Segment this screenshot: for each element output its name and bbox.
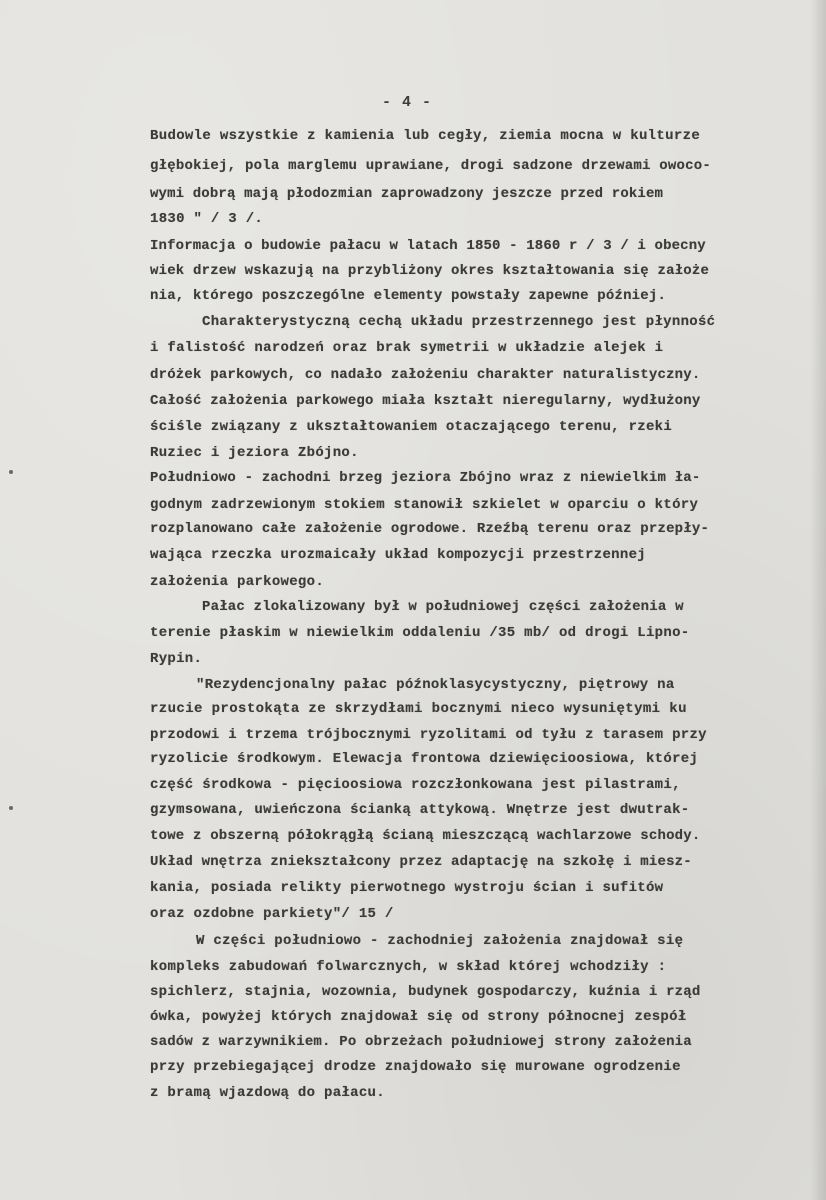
text-line: Charakterystyczną cechą układu przestrzennego jest płynność [202, 314, 716, 330]
text-line: przy przebiegającej drodze znajdowało się murowane ogrodzenie [150, 1059, 681, 1075]
text-line: oraz ozdobne parkiety"/ 15 / [150, 906, 394, 922]
text-line: wająca rzeczka urozmaicały układ kompozycji przestrzennej [150, 547, 646, 563]
text-line: Układ wnętrza zniekształcony przez adaptację na szkołę i miesz- [150, 854, 692, 870]
text-line: Południowo - zachodni brzeg jeziora Zbójno wraz z niewielkim ła- [150, 470, 701, 486]
text-line: towe z obszerną półokrągłą ścianą mieszczącą wachlarzowe schody. [150, 828, 701, 844]
page-number: - 4 - [381, 94, 432, 111]
text-line: rzucie prostokąta ze skrzydłami bocznymi nieco wysuniętymi ku [150, 701, 687, 717]
text-line: ówka, powyżej których znajdował się od strony północnej zespół [150, 1009, 687, 1025]
text-line: rozplanowano całe założenie ogrodowe. Rzeźbą terenu oraz przepły- [150, 521, 710, 537]
text-line: nia, którego poszczególne elementy powstały zapewne później. [150, 288, 667, 304]
text-line: "Rezydencjonalny pałac późnoklasycystyczny, piętrowy na [196, 677, 675, 693]
text-line: część środkowa - pięcioosiowa rozczłonkowana jest pilastrami, [150, 777, 681, 793]
text-line: założenia parkowego. [150, 574, 325, 590]
text-line: 1830 " / 3 /. [150, 211, 264, 227]
text-line: Budowle wszystkie z kamienia lub cegły, ziemia mocna w kulturze [150, 128, 701, 144]
text-line: godnym zadrzewionym stokiem stanowił szkielet w oparciu o który [150, 497, 699, 513]
text-line: terenie płaskim w niewielkim oddaleniu /35 mb/ od drogi Lipno- [150, 625, 690, 641]
text-line: Całość założenia parkowego miała kształt nieregularny, wydłużony [150, 393, 701, 409]
text-line: kania, posiada relikty pierwotnego wystroju ścian i sufitów [150, 880, 664, 896]
text-line: spichlerz, stajnia, wozownia, budynek gospodarczy, kuźnia i rząd [150, 984, 701, 1000]
text-line: ściśle związany z ukształtowaniem otaczającego terenu, rzeki [150, 419, 673, 435]
text-line: przodowi i trzema trójbocznymi ryzolitami od tyłu z tarasem przy [150, 727, 707, 743]
text-line: kompleks zabudowań folwarcznych, w skład której wchodziły : [150, 959, 667, 975]
text-line: Rypin. [150, 651, 203, 667]
text-line: Pałac zlokalizowany był w południowej części założenia w [202, 599, 684, 615]
text-line: wiek drzew wskazują na przybliżony okres kształtowania się założe [150, 263, 710, 279]
text-line: wymi dobrą mają płodozmian zaprowadzony jeszcze przed rokiem [150, 186, 664, 202]
text-line: gzymsowana, uwieńczona ścianką attykową. Wnętrze jest dwutrak- [150, 802, 690, 818]
text-line: z bramą wjazdową do pałacu. [150, 1085, 385, 1101]
text-line: Ruziec i jeziora Zbójno. [150, 445, 359, 461]
text-line: W części południowo - zachodniej założenia znajdował się [196, 933, 684, 949]
text-line: dróżek parkowych, co nadało założeniu charakter naturalistyczny. [150, 367, 701, 383]
text-line: i falistość narodzeń oraz brak symetrii w układzie alejek i [150, 340, 664, 356]
text-line: Informacja o budowie pałacu w latach 1850 - 1860 r / 3 / i obecny [150, 238, 706, 254]
text-line: ryzolicie środkowym. Elewacja frontowa dziewięcioosiowa, której [150, 751, 699, 767]
text-line: głębokiej, pola marglemu uprawiane, drogi sadzone drzewami owoco- [150, 158, 712, 174]
text-line: sadów z warzywnikiem. Po obrzeżach południowej strony założenia [150, 1034, 692, 1050]
